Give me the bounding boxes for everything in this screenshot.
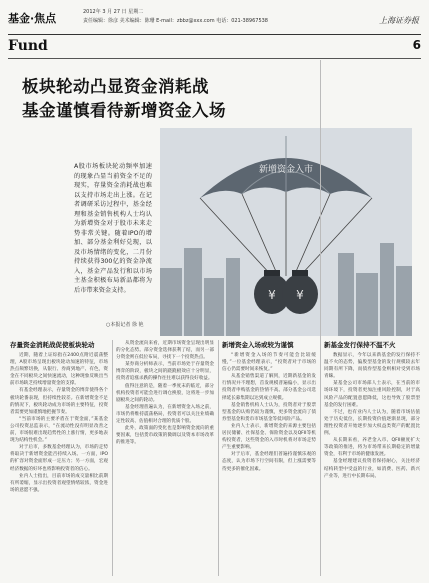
illustration-caption: 新增资金入市 [258,165,314,175]
article-column-3: “新增资金入场的节奏可能会比较缓慢，”一位基金经理表示，“投资者对于市场的信心仍需要时间来恢复。” 从基金销售渠道了解到，近期新基金的发行情况并不理想，首发规模普遍偏小，显示出投资者申购基金的热情不高。部分基金公司选择延长募集期以达到成立规模。 基金销售机构人士认为，投资者对于股票型基金的认购仍较为谨慎，更多资金流向了债券型基金和货币市场基金等低风险产品。 业内人士表示，新增资金的来源主要包括居民储蓄、社保基金、保险资金以及QFII等机构投资者，这些资金的入市时机将对市场走势产生重要影响。 对于后市，基金经理们普遍持谨慎乐观的态度，认为市场下行空间有限，但上涨需要等待更多的催化因素。 [222,353,316,472]
subheading-3: 新基金发行保持不温不火 [324,341,396,349]
column-divider-3 [320,60,321,576]
editor-line: 责任编辑：徐彦 美术编辑：陈珊 E-mail：zbbz@xxx.com 电话：021-38967538 [83,18,268,24]
lead-author: ○本报记者 徐 艳 [106,322,144,328]
headline-line-1: 板块轮动凸显资金消耗战 [22,77,209,96]
paper-name: 上海证券报 [379,16,419,25]
article-column-1: 近期，随着上证综指在2400点附近震荡整理，A股市场呈现出板块轮动加速的特征，市场热点频繁切换，从银行、券商到地产、有色，资金在不同板块之间快速流动，这种现象反映出当前市场缺乏持续增量资金的支撑。 有基金经理表示，存量资金的博弈使得各个板块轮番表现，但持续性较差。在新增资金不足的情况下，板块轮动成为市场的主要特征，投资者需要更加谨慎地把握节奏。 “当前市场的主要矛盾在于资金面，”某基金公司投资总监表示，“在流动性没有明显改善之前，市场很难出现趋势性的上涨行情，更多地表现为结构性机会。” 对于后市，多数基金经理认为，市场的走势将取决于新增资金能否持续入场。一方面，IPO的扩容对资金面形成一定压力；另一方面，宏观经济数据的好坏也将影响投资者的信心。 业内人士指出，目前市场的成交量相比前期有所萎缩，显示出投资者观望情绪较浓，资金进场的意愿不强。 [10,353,108,493]
column-divider-1 [112,340,113,576]
subheading-1: 存量资金消耗战促使板块轮动 [10,341,95,349]
subheading-2: 新增资金入场或较为谨慎 [222,341,294,349]
column-divider-2 [218,340,219,576]
section-name: 基金·焦点 [8,12,57,25]
headline-line-2: 基金谨慎看待新增资金入场 [22,101,226,120]
header-divider-2 [8,58,421,59]
date-line: 2012年 3 月 27 日 星期二 [83,9,144,15]
page-header [8,6,421,32]
lead-summary: A股市场板块轮动频率加速的现象凸显当前资金不足的现实，存量资金消耗战也难以支持市场走出上涨。在记者调研采访过程中，基金经理和基金销售机构人士均认为新增资金对于股市未来走势非常关键。随着IPO的增加、部分基金利好兑现，以及市场情绪的变化，二月份持续获得300亿的资金净流入，基金产品发行和以市场主基金积极布局新品都将为后市带来资金支持。 [74,163,152,294]
article-column-2: 从资金流向来看，近期市场资金呈现出明显的分化态势。部分资金选择获利了结，而另一部分资金则在低位布局，寻找下一个投资热点。 某券商分析师表示，当前市场处于存量资金博弈的阶段，板块之间的跷跷板效应十分明显，投资者追涨杀跌的操作往往难以获得良好收益。 值得注意的是，随着一季度末的临近，部分机构投资者可能会进行调仓换股，这将进一步加剧板块之间的轮动。 基金经理普遍认为，在新增资金入场之前，市场仍将维持震荡格局，投资者可以关注业绩确定性较高、估值相对合理的优质个股。 此外，政策面的变化也是影响资金流向的重要因素，包括货币政策的微调以及资本市场改革的推进等。 [116,341,214,446]
page-number: 6 [412,38,421,52]
header-divider [8,34,421,35]
article-column-4: 数据显示，今年以来新基金的发行保持不温不火的态势，偏股型基金的发行规模较去年同期有所下降，而债券型基金则相对受到市场青睐。 某基金公司市场部人士表示，在当前的市场环境下，投资者更加注重风险控制，对于高风险产品的配置意愿降低，这也导致了股票型基金的发行困难。 不过，也有业内人士认为，随着市场估值处于历史低位，长期投资价值逐渐显现，部分理性投资者开始逐步加大权益类资产的配置比例。 从长期来看，养老金入市、QFII额度扩大等政策的推进，将为市场带来长期稳定的增量资金，有利于市场的健康发展。 基金经理建议投资者保持耐心，关注经济结构转型中受益的行业，如消费、医药、新兴产业等，进行中长期布局。 [324,353,420,479]
fund-label: Fund [8,38,48,54]
svg-text:¥: ¥ [296,288,304,302]
illustration [160,128,412,336]
svg-text:¥: ¥ [268,288,276,302]
